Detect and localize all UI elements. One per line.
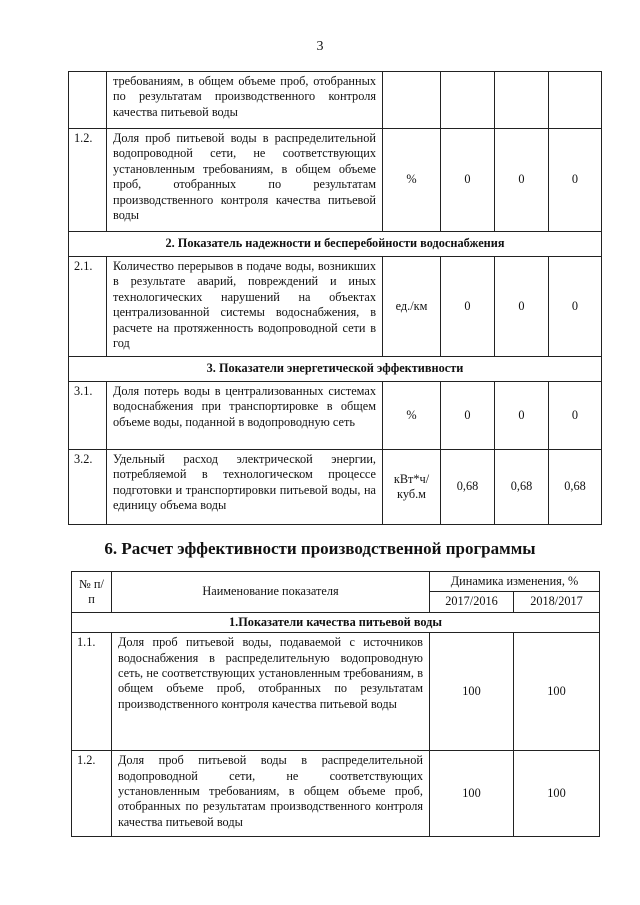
row-number	[69, 72, 107, 129]
section-header: 1.Показатели качества питьевой воды	[72, 612, 600, 632]
row-number: 2.1.	[69, 257, 107, 357]
table-row	[72, 633, 600, 751]
unit-cell: %	[383, 129, 441, 232]
value-cell: 100	[430, 751, 514, 837]
row-number: 1.1.	[72, 633, 112, 751]
value-cell: 0,68	[549, 450, 602, 525]
unit-cell: ед./км	[383, 257, 441, 357]
section-header: 2. Показатель надежности и бесперебойности водоснабжения	[69, 232, 602, 257]
header-year-2018: 2018/2017	[514, 592, 600, 612]
table-row	[72, 751, 600, 837]
header-name: Наименование показателя	[112, 572, 430, 613]
value-cell: 0	[549, 382, 602, 450]
header-year-2017: 2017/2016	[430, 592, 514, 612]
header-dynamics: Динамика изменения, %	[430, 572, 600, 592]
value-cell: 0	[495, 382, 549, 450]
unit-cell: %	[383, 382, 441, 450]
unit-cell: кВт*ч/ куб.м	[383, 450, 441, 525]
table-row	[69, 382, 602, 450]
page-number: 3	[316, 39, 324, 54]
value-cell: 100	[430, 633, 514, 751]
value-cell: 0	[549, 257, 602, 357]
value-cell: 0	[441, 129, 495, 232]
indicator-name: Доля проб питьевой воды, подаваемой с источников водоснабжения в распределительную водопроводную сеть, не соответствующих установленным требованиям, в общем объеме проб, отобранных по результатам производственного контроля качества питьевой воды	[112, 633, 430, 751]
value-cell: 0	[549, 129, 602, 232]
section-header: 3. Показатели энергетической эффективности	[69, 357, 602, 382]
row-number: 3.2.	[69, 450, 107, 525]
value-cell: 100	[514, 633, 600, 751]
value-cell: 0	[495, 129, 549, 232]
efficiency-table	[71, 571, 600, 837]
indicator-name: Доля потерь воды в централизованных системах водоснабжения при транспортировке в общем объеме воды, поданной в водопроводную сеть	[107, 382, 383, 450]
table-row	[69, 450, 602, 525]
row-number: 3.1.	[69, 382, 107, 450]
table-row	[69, 72, 602, 129]
value-cell: 100	[514, 751, 600, 837]
section-heading: 6. Расчет эффективности производственной программы	[104, 539, 536, 558]
value-cell: 0,68	[441, 450, 495, 525]
value-cell: 0,68	[495, 450, 549, 525]
value-cell: 0	[495, 257, 549, 357]
row-number: 1.2.	[72, 751, 112, 837]
table-row	[69, 129, 602, 232]
header-number: № п/п	[72, 572, 112, 613]
table-row	[69, 257, 602, 357]
row-number: 1.2.	[69, 129, 107, 232]
indicators-table	[68, 71, 602, 525]
indicator-name: Доля проб питьевой воды в распределительной водопроводной сети, не соответствующих установленным требованиям, в общем объеме проб, отобранных по результатам производственного контроля качества питьевой воды	[112, 751, 430, 837]
indicator-name: требованиям, в общем объеме проб, отобранных по результатам производственного контроля качества питьевой воды	[107, 72, 383, 129]
value-cell: 0	[441, 382, 495, 450]
value-cell: 0	[441, 257, 495, 357]
indicator-name: Доля проб питьевой воды в распределительной водопроводной сети, не соответствующих установленным требованиям, в общем объеме проб, отобранных по результатам производственного контроля качества питьевой воды	[107, 129, 383, 232]
indicator-name: Количество перерывов в подаче воды, возникших в результате аварий, повреждений и иных технологических нарушений на объектах централизованной системы водоснабжения, в расчете на протяженность водопроводной сети в год	[107, 257, 383, 357]
indicator-name: Удельный расход электрической энергии, потребляемой в технологическом процессе подготовки и транспортировки питьевой воды, на единицу объема воды	[107, 450, 383, 525]
